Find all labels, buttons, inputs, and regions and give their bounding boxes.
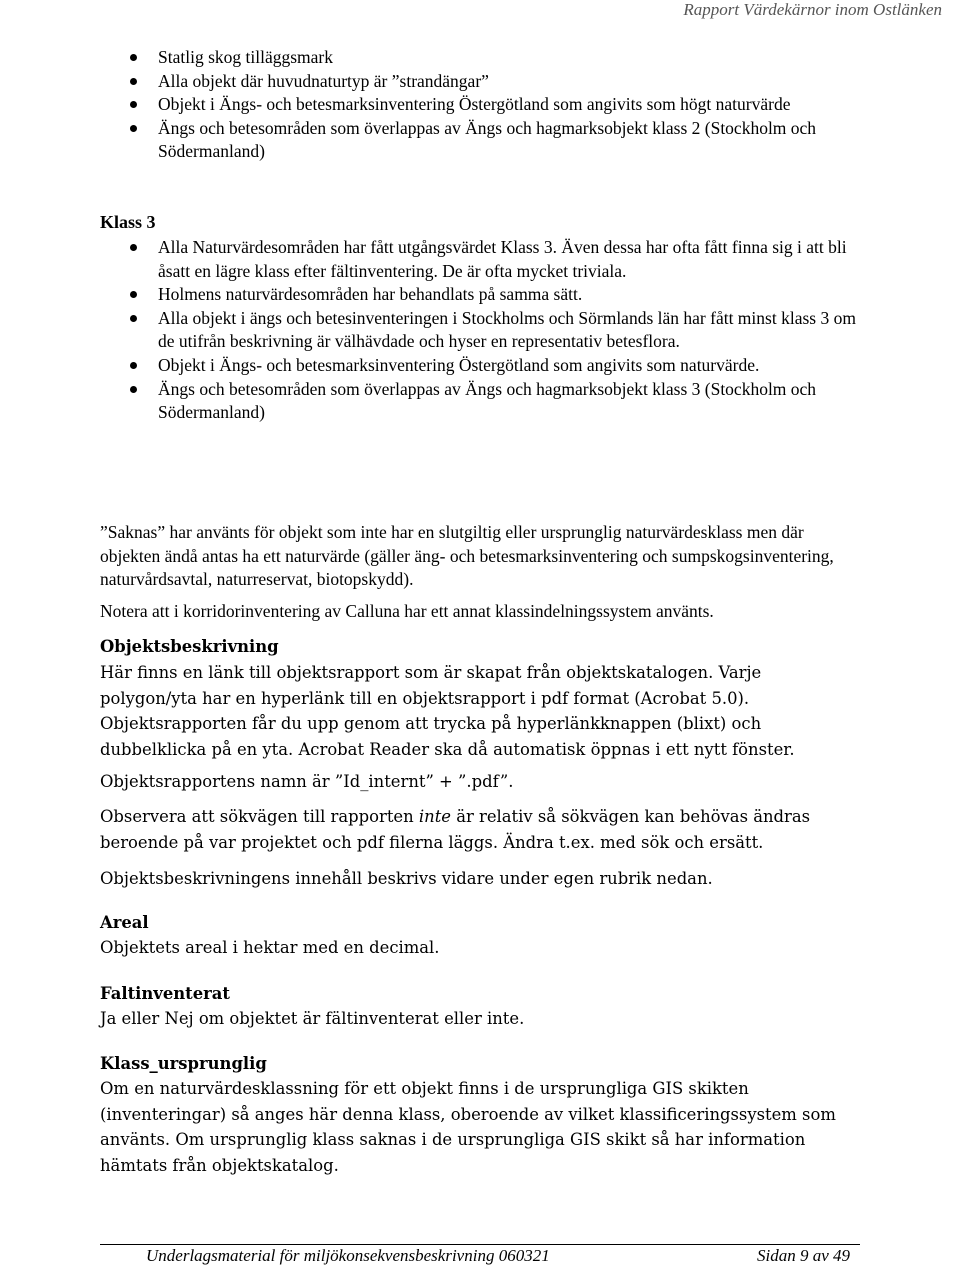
faltinventerat-heading: Faltinventerat xyxy=(100,984,230,1003)
observera-text-start: Observera att sökvägen till rapporten xyxy=(100,807,419,826)
list-item: Alla objekt i ängs och betesinventeringen i Stockholms och Sörmlands län har fått minst klass 3 om de utifrån beskrivning är välhävdade och hyser en representativ betesflora. xyxy=(100,307,860,354)
notera-paragraph: Notera att i korridorinventering av Calluna har ett annat klassindelningssystem använts. xyxy=(100,601,714,621)
observera-emphasis: inte xyxy=(418,807,451,826)
list-item: Ängs och betesområden som överlappas av Ängs och hagmarksobjekt klass 2 (Stockholm och Södermanland) xyxy=(100,117,860,164)
observera-paragraph xyxy=(100,804,860,855)
footer-divider xyxy=(100,1244,860,1245)
list-item: Alla objekt där huvudnaturtyp är ”strandängar” xyxy=(100,70,860,94)
klass3-heading: Klass 3 xyxy=(100,212,156,232)
objektsrapport-name-paragraph: Objektsrapportens namn är ”Id_internt” + ”.pdf”. xyxy=(100,772,514,791)
list-item: Holmens naturvärdesområden har behandlats på samma sätt. xyxy=(100,283,860,307)
klass-ursprunglig-text: Om en naturvärdesklassning för ett objekt finns i de ursprungliga GIS skikten (inventeringar) så anges här denna klass, oberoende av vilket klassificeringssystem som använts. Om ursprunglig klass saknas i de ursprungliga GIS skikt så har information hämtats från objektskatalog. xyxy=(100,1079,836,1175)
page-header-title: Rapport Värdekärnor inom Ostlänken xyxy=(683,0,942,19)
objektsbeskrivning-innehall-paragraph: Objektsbeskrivningens innehåll beskrivs vidare under egen rubrik nedan. xyxy=(100,869,713,888)
footer-page-number: Sidan 9 av 49 xyxy=(757,1246,851,1265)
observera-text-end: är relativ så sökvägen kan behövas ändras beroende på var projektet och pdf filerna läggs. Ändra t.ex. med sök och ersätt. xyxy=(100,807,811,852)
klass-ursprunglig-heading: Klass_ursprunglig xyxy=(100,1054,267,1073)
class3-bullet-list xyxy=(100,236,860,425)
faltinventerat-text: Ja eller Nej om objektet är fältinventerat eller inte. xyxy=(100,1009,525,1028)
list-item: Ängs och betesområden som överlappas av Ängs och hagmarksobjekt klass 3 (Stockholm och Södermanland) xyxy=(100,378,860,425)
list-item: Objekt i Ängs- och betesmarksinventering Östergötland som angivits som högt naturvärde xyxy=(100,93,860,117)
list-item: Alla Naturvärdesområden har fått utgångsvärdet Klass 3. Även dessa har ofta fått finna sig i att bli åsatt en lägre klass efter fältinventering. De är ofta mycket triviala. xyxy=(100,236,860,283)
objektsbeskrivning-heading: Objektsbeskrivning xyxy=(100,637,279,656)
objektsbeskrivning-paragraph: Här finns en länk till objektsrapport som är skapat från objektskatalogen. Varje polygon/yta har en hyperlänk till en objektsrapport i pdf format (Acrobat 5.0). Objektsrapporten får du upp genom att trycka på hyperlänkknappen (blixt) och dubbelklicka på en yta. Acrobat Reader ska då automatisk öppnas i ett nytt fönster. xyxy=(100,663,795,759)
areal-heading: Areal xyxy=(100,913,149,932)
areal-text: Objektets areal i hektar med en decimal. xyxy=(100,938,440,957)
saknas-paragraph: ”Saknas” har använts för objekt som inte har en slutgiltig eller ursprunglig naturvärdesklass men där objekten ändå antas ha ett naturvärde (gäller äng- och betesmarksinventering och sumpskogsinventering, naturvårdsavtal, naturreservat, biotopskydd). xyxy=(100,522,834,589)
footer-document-title: Underlagsmaterial för miljökonsekvensbeskrivning 060321 xyxy=(146,1246,550,1265)
list-item: Objekt i Ängs- och betesmarksinventering Östergötland som angivits som naturvärde. xyxy=(100,354,860,378)
list-item: Statlig skog tilläggsmark xyxy=(100,46,860,70)
class2-bullet-list xyxy=(100,46,860,164)
